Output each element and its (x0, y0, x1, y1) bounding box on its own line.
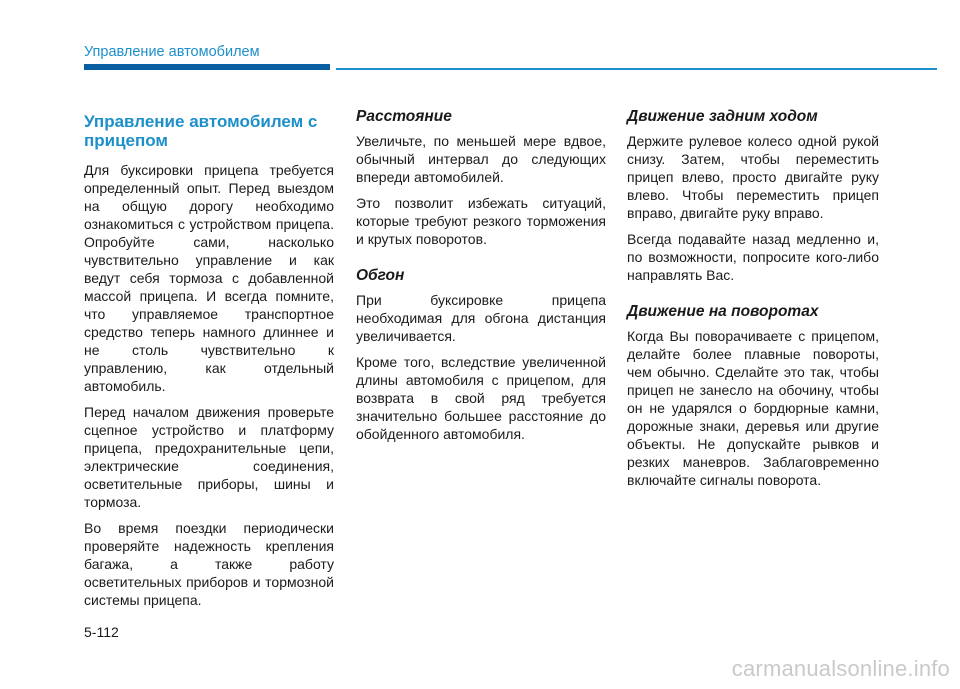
page-number: 5-112 (84, 624, 119, 640)
paragraph: Всегда подавайте назад медленно и, по возможности, попросите кого-либо направлять Вас. (627, 231, 879, 283)
header-rule-thick (84, 64, 330, 70)
paragraph: Увеличьте, по меньшей мере вдвое, обычный интервал до следующих впереди автомобилей. (356, 133, 606, 185)
paragraph: Кроме того, вследствие увеличенной длины автомобиля с прицепом, для возврата в свой ряд требуется значительно большее расстояние до обойденного автомобиля. (356, 354, 606, 442)
paragraph: Это позволит избежать ситуаций, которые требуют резкого торможения и крутых поворотов. (356, 195, 606, 247)
main-heading: Управление автомобилем с прицепом (84, 112, 318, 150)
paragraph: Перед началом движения проверьте сцепное устройство и платформу прицепа, предохранительные цепи, электрические соединения, осветительные приборы, шины и тормоза. (84, 404, 334, 510)
subheading-reversing: Движение задним ходом (627, 108, 818, 125)
paragraph: Во время поездки периодически проверяйте надежность крепления багажа, а также работу осветительных приборов и тормозной системы прицепа. (84, 520, 334, 608)
paragraph: Когда Вы поворачиваете с прицепом, делайте более плавные повороты, чем обычно. Сделайте это так, чтобы прицеп не занесло на обочину, чтобы он не ударялся о бордюрные камни, дорожные знаки, деревья или другие объекты. Не допускайте рывков и резких маневров. Заблаговременно включайте сигналы поворота. (627, 328, 879, 488)
subheading-overtaking: Обгон (356, 267, 405, 284)
column-1 (84, 108, 334, 617)
paragraph: При буксировке прицепа необходимая для обгона дистанция увеличивается. (356, 292, 606, 344)
watermark: carmanualsonline.info (731, 656, 950, 681)
column-2 (356, 108, 606, 451)
paragraph: Держите рулевое колесо одной рукой снизу. Затем, чтобы переместить прицеп влево, просто двигайте руку влево. Чтобы переместить прицеп вправо, двигайте руку вправо. (627, 133, 879, 221)
subheading-distance: Расстояние (356, 108, 452, 125)
header-rule-thin (336, 68, 937, 70)
column-3 (627, 108, 879, 497)
paragraph: Для буксировки прицепа требуется определенный опыт. Перед выездом на общую дорогу необходимо ознакомиться с устройством прицепа. Опробуйте сами, насколько чувствительно управление и как ведут себя тормоза с добавленной массой прицепа. И всегда помните, что управляемое транспортное средство теперь намного длиннее и не столь чувствительно к управлению, как отдельный автомобиль. (84, 162, 334, 394)
subheading-turning: Движение на поворотах (627, 303, 819, 320)
section-header-title: Управление автомобилем (84, 44, 260, 60)
